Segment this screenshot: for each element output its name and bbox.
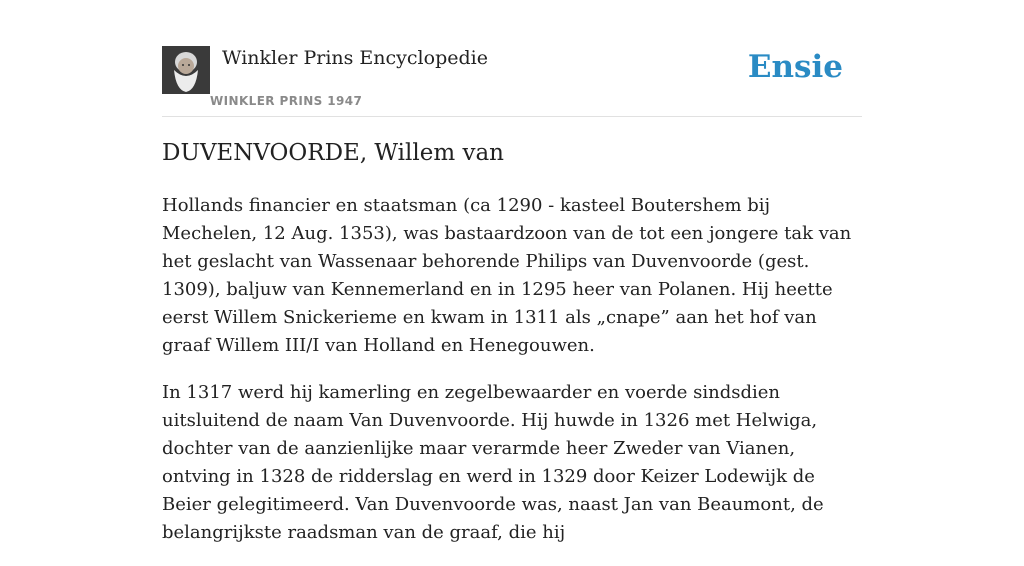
bearded-man-portrait-icon[interactable]: [162, 46, 210, 94]
site-header: [162, 46, 862, 117]
site-name[interactable]: Winkler Prins Encyclopedie: [222, 47, 488, 69]
article-paragraph: Hollands financier en staatsman (ca 1290 - kasteel Boutershem bij Mechelen, 12 Aug. 1353), was bastaardzoon van de tot een jongere tak van het geslacht van Wassenaar behorende Philips van Duvenvoorde (gest. 1309), baljuw van Kennemerland en in 1295 heer van Polanen. Hij heette eerst Willem Snickerieme en kwam in 1311 als „cnape” aan het hof van graaf Willem III/I van Holland en Henegouwen.: [162, 195, 852, 356]
article-body: [162, 192, 864, 566]
article-title: DUVENVOORDE, Willem van: [162, 140, 504, 166]
source-label: WINKLER PRINS 1947: [210, 94, 363, 108]
article-paragraph: In 1317 werd hij kamerling en zegelbewaarder en voerde sindsdien uitsluitend de naam Van Duvenvoorde. Hij huwde in 1326 met Helwiga, dochter van de aanzienlijke maar verarmde heer Zweder van Vianen, ontving in 1328 de ridderslag en werd in 1329 door Keizer Lodewijk de Beier gelegitimeerd. Van Duvenvoorde was, naast Jan van Beaumont, de belangrijkste raadsman van de graaf, die hij: [162, 382, 824, 543]
ensie-logo[interactable]: Ensie: [747, 49, 843, 85]
